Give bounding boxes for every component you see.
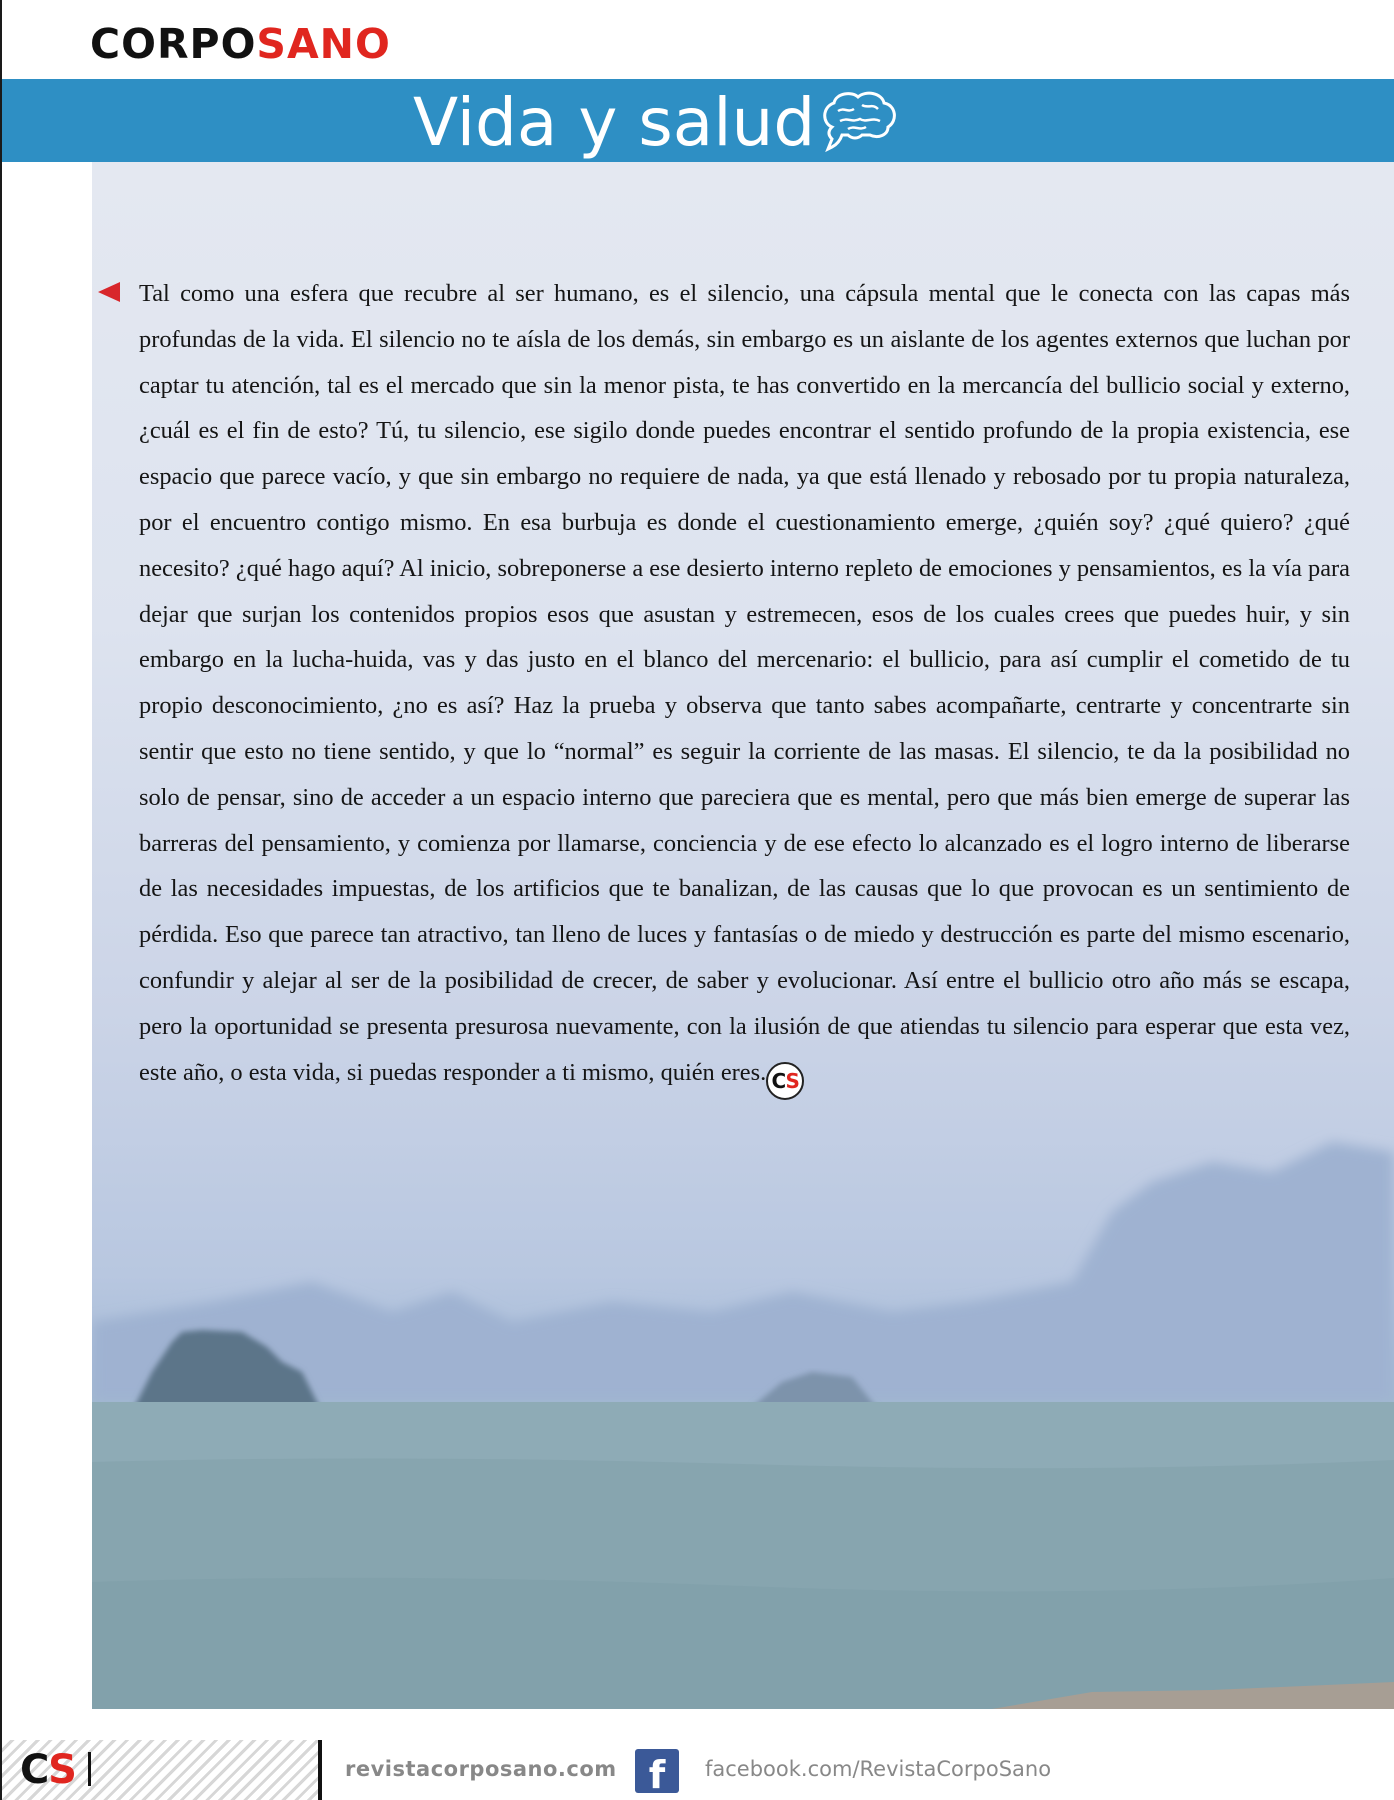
- end-logo-c: C: [771, 1068, 786, 1093]
- footer-logo-s: S: [48, 1747, 75, 1793]
- footer-divider-small: [88, 1752, 91, 1786]
- website-link[interactable]: revistacorposano.com: [345, 1757, 617, 1781]
- facebook-link[interactable]: facebook.com/RevistaCorpoSano: [705, 1757, 1052, 1781]
- article-body: [139, 271, 1350, 1100]
- end-of-article-logo: [766, 1062, 804, 1100]
- left-border-rule: [0, 0, 2, 1800]
- end-logo-s: S: [785, 1068, 799, 1093]
- brain-icon: [818, 89, 900, 153]
- footer-logo: [20, 1746, 75, 1794]
- section-title: Vida y salud: [413, 84, 816, 161]
- page-footer: [0, 1740, 1394, 1800]
- footer-logo-c: C: [20, 1747, 49, 1793]
- triangle-left-icon: [98, 282, 120, 302]
- brand-logo-part2: SANO: [256, 20, 391, 68]
- facebook-glyph: f: [648, 1753, 666, 1793]
- footer-divider: [318, 1740, 322, 1800]
- brand-logo: [90, 18, 391, 70]
- facebook-icon[interactable]: [635, 1749, 679, 1793]
- article-text: Tal como una esfera que recubre al ser humano, es el silencio, una cápsula mental que le conecta con las capas más profundas de la vida. El silencio no te aísla de los demás, sin embargo es un aislante de los agentes externos que luchan por captar tu atención, tal es el mercado que sin la menor pista, te has convertido en la mercancía del bullicio social y externo, ¿cuál es el fin de esto? Tú, tu silencio, ese sigilo donde puedes encontrar el sentido profundo de la propia existencia, ese espacio que parece vacío, y que sin embargo no requiere de nada, ya que está llenado y rebosado por tu propia naturaleza, por el encuentro contigo mismo. En esa burbuja es donde el cuestionamiento emerge, ¿quién soy? ¿qué quiero? ¿qué necesito? ¿qué hago aquí? Al inicio, sobreponerse a ese desierto interno repleto de emociones y pensamientos, es la vía para dejar que surjan los contenidos propios esos que asustan y estremecen, esos de los cuales crees que puedes huir, y sin embargo en la lucha-huida, vas y das justo en el blanco del mercenario: el bullicio, para así cumplir el cometido de tu propio desconocimiento, ¿no es así? Haz la prueba y observa que tanto sabes acompañarte, centrarte y concentrarte sin sentir que esto no tiene sentido, y que lo “normal” es seguir la corriente de las masas. El silencio, te da la posibilidad no solo de pensar, sino de acceder a un espacio interno que pareciera que es mental, pero que más bien emerge de superar las barreras del pensamiento, y comienza por llamarse, conciencia y de ese efecto lo alcanzado es el logro interno de liberarse de las necesidades impuestas, de los artificios que te banalizan, de las causas que lo que provocan es un sentimiento de pérdida. Eso que parece tan atractivo, tan lleno de luces y fantasías o de miedo y destrucción es parte del mismo escenario, confundir y alejar al ser de la posibilidad de crecer, de saber y evolucionar. Así entre el bullicio otro año más se escapa, pero la oportunidad se presenta presurosa nuevamente, con la ilusión de que atiendas tu silencio para esperar que esta vez, este año, o esta vida, si puedas responder a ti mismo, quién eres.: [139, 280, 1350, 1086]
- brand-logo-part1: CORPO: [90, 20, 257, 68]
